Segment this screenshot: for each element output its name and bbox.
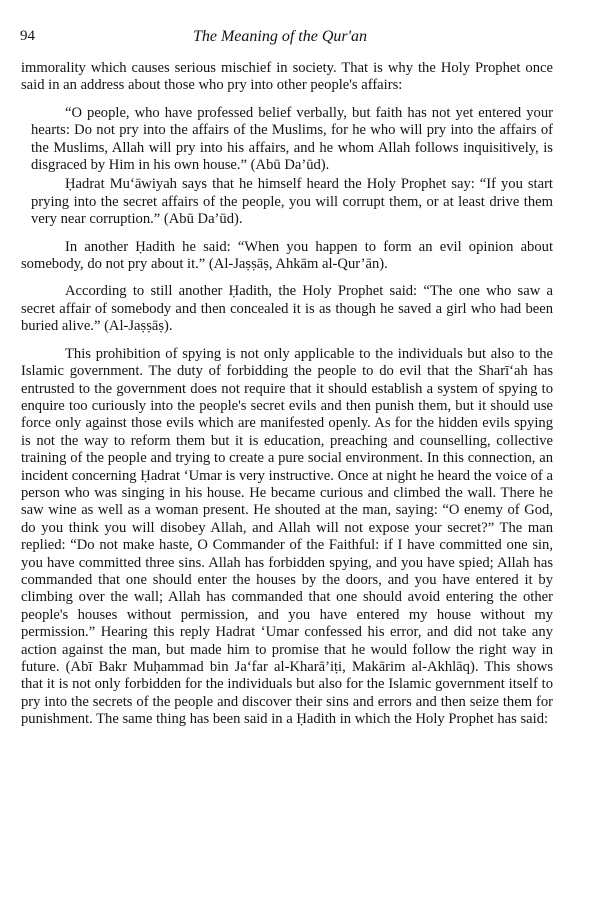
hadith-quote-paragraph: “O people, who have professed belief verbally, but faith has not yet entered your hearts: Do not pry into the affairs of the Muslims, for he who will pry into the affairs of the Muslims, Allah will pry into his affairs, and he whom Allah follows inquisitively, is disgraced by Him in his own house.” (Abū Da’ūd). <box>31 104 553 174</box>
body-text <box>21 60 553 729</box>
page-number: 94 <box>20 28 35 44</box>
paragraph-continuation: immorality which causes serious mischief in society. That is why the Holy Prophet once said in an address about those who pry into other people's affairs: <box>21 60 553 94</box>
running-title: The Meaning of the Qur'an <box>192 28 368 45</box>
concealment-paragraph: According to still another Ḥadith, the Holy Prophet said: “The one who saw a secret affair of somebody and then concealed it is as though he saved a girl who had been buried alive.” (Al-Jaṣṣāṣ). <box>21 283 553 335</box>
spying-prohibition-paragraph: This prohibition of spying is not only applicable to the individuals but also to the Islamic government. The duty of forbidding the people to do evil that the Sharī‘ah has entrusted to the government does not require that it should establish a system of spying to enquire too curiously into the people's secret evils and then punish them, but it should use force only against those evils which are manifested openly. As for the hidden evils spying is not the way to reform them but it is education, preaching and counselling, collective training of the people and trying to create a pure social environment. In this connection, an incident concerning Ḥadrat ‘Umar is very instructive. Once at night he heard the voice of a person who was singing in his house. He became curious and climbed the wall. There he saw wine as well as a woman present. He shouted at the man, saying: “O enemy of God, do you think you will disobey Allah, and Allah will not expose your secret?” The man replied: “Do not make haste, O Commander of the Faithful: if I have committed one sin, you have committed three sins. Allah has forbidden spying, and you have spied; Allah has commanded that one should enter the houses by the doors, and you have entered it by climbing over the wall; Allah has commanded that one should avoid entering the other people's houses without permission, and you have entered my house without my permission.” Hearing this reply Hadrat ‘Umar confessed his error, and did not take any action against the man, but made him to promise that he would follow the right way in future. (Abī Bakr Muḥammad bin Ja‘far al-Kharā’iṭi, Makārim al-Akhlāq). This shows that it is not only forbidden for the individuals but also for the Islamic government itself to pry into the secrets of the people and discover their sins and errors and then seize them for punishment. The same thing has been said in a Ḥadith in which the Holy Prophet has said: <box>21 345 553 728</box>
evil-opinion-paragraph: In another Ḥadith he said: “When you happen to form an evil opinion about somebody, do not pry about it.” (Al-Jaṣṣāṣ, Ahkām al-Qur’ān). <box>21 238 553 273</box>
muawiyah-paragraph: Ḥadrat Mu‘āwiyah says that he himself heard the Holy Prophet say: “If you start prying into the secret affairs of the people, you will corrupt them, or at least drive them very near corruption.” (Abū Da’ūd). <box>31 176 553 228</box>
page-header <box>20 28 540 50</box>
